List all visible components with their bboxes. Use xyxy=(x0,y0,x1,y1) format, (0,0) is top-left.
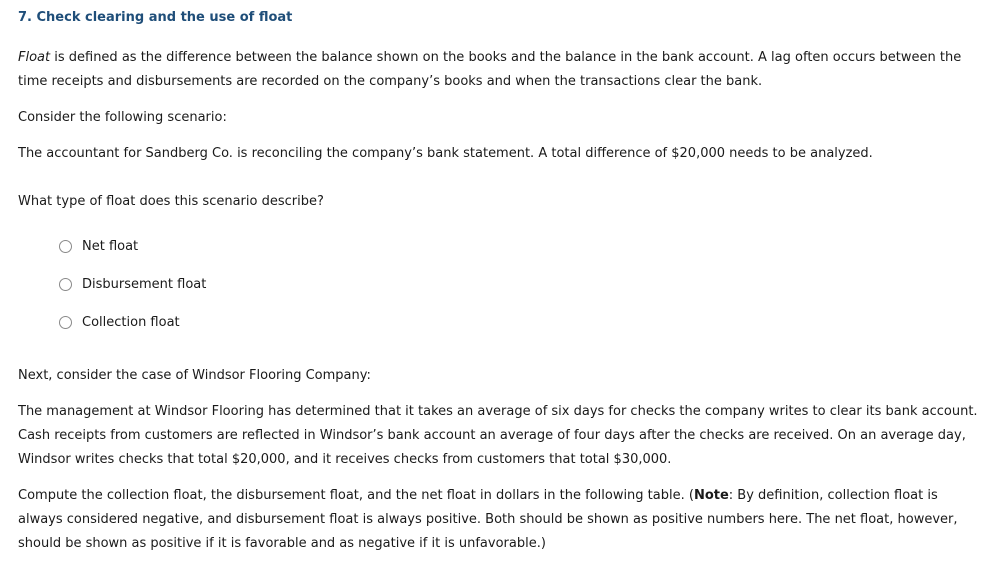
float-definition-paragraph xyxy=(18,46,978,94)
note-label: Note xyxy=(693,488,729,503)
compute-instructions xyxy=(18,484,978,556)
option-label: Net float xyxy=(82,238,139,254)
compute-text-before: Compute the collection float, the disbursement float, and the net float in dollars in the following table. ( xyxy=(18,488,694,503)
float-type-question: What type of float does this scenario describe? xyxy=(18,194,324,209)
option-collection-float[interactable] xyxy=(59,314,180,330)
question-title: 7. Check clearing and the use of float xyxy=(18,10,293,25)
option-net-float[interactable] xyxy=(59,238,138,254)
next-case-label: Next, consider the case of Windsor Flooring Company: xyxy=(18,368,371,383)
radio-button[interactable] xyxy=(59,240,72,253)
option-label: Disbursement float xyxy=(82,276,207,292)
radio-button[interactable] xyxy=(59,278,72,291)
radio-button[interactable] xyxy=(59,316,72,329)
float-term: Float xyxy=(18,50,51,65)
option-disbursement-float[interactable] xyxy=(59,276,206,292)
scenario-text: The accountant for Sandberg Co. is reconciling the company’s bank statement. A total difference of $20,000 needs to be analyzed. xyxy=(18,146,873,161)
compute-text-after: : By definition, collection float is always considered negative, and disbursement float is always positive. Both should be shown as positive numbers here. The net float, however, should be shown as positive if it is favorable and as negative if it is unfavorable.) xyxy=(18,488,958,551)
windsor-scenario-text: The management at Windsor Flooring has determined that it takes an average of six days for checks the company writes to clear its bank account. Cash receipts from customers are reflected in Windsor’s bank account an average of four days after the checks are received. On an average day, Windsor writes checks that total $20,000, and it receives checks from customers that total $30,000. xyxy=(18,404,978,467)
float-definition-text: is defined as the difference between the balance shown on the books and the balance in the bank account. A lag often occurs between the time receipts and disbursements are recorded on the company’s books and when the transactions clear the bank. xyxy=(18,50,962,89)
consider-label: Consider the following scenario: xyxy=(18,110,227,125)
option-label: Collection float xyxy=(82,314,180,330)
